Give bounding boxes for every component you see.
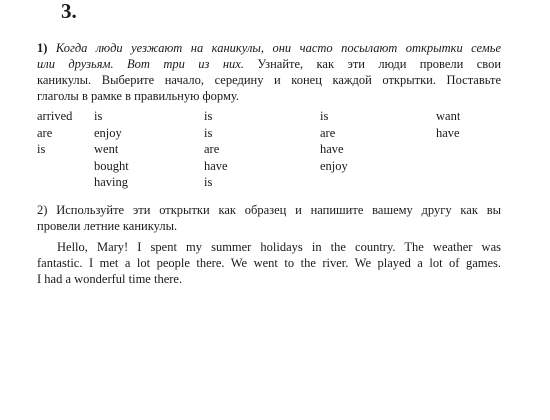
task1-line2-rest: Узнайте, как эти люди провели свои [257,57,502,71]
verb-word: having [94,175,129,189]
verb-word: is [37,142,46,156]
verb-word: is [204,175,213,189]
verb-word: enjoy [320,158,348,173]
verb-word: are [320,125,336,140]
task2-line2: провели летние каникулы. [37,219,178,233]
verb-word: are [204,142,220,156]
verb-word: have [436,125,460,140]
verb-word: went [94,142,119,156]
task2-line1: 2) Используйте эти открытки как образец и напишите вашему другу как вы [37,203,501,217]
verb-word: have [204,158,228,173]
task1-italic-line1: Когда люди уезжают на каникулы, они часто посылают открытки семье [55,41,502,55]
task1-line4: глаголы в рамке в правильную форму. [37,89,240,103]
letter-line2: fantastic. I met a lot people there. We went to the river. We played a lot of games. [37,256,501,270]
task1-line1 [37,40,501,56]
verb-word: is [204,125,213,140]
task1-line2 [37,56,501,72]
exercise-number: 3. [61,0,77,23]
task1-line3: каникулы. Выберите начало, середину и конец каждой открытки. Поставьте [37,73,501,87]
verb-word: is [320,109,329,123]
verb-word: arrived [37,109,73,123]
letter-line3: I had a wonderful time there. [37,272,183,286]
verb-word: is [204,109,213,123]
verb-word: have [320,142,344,156]
verb-word: want [436,109,461,123]
verb-word: enjoy [94,125,122,140]
letter-line1: Hello, Mary! I spent my summer holidays in the country. The weather was [57,240,501,254]
verb-word: are [37,125,53,140]
task1-italic-line2: или друзьям. Вот три из них. [37,57,244,71]
task1-number: 1) [37,41,48,55]
verb-word: is [94,109,103,123]
verb-word: bought [94,158,129,173]
